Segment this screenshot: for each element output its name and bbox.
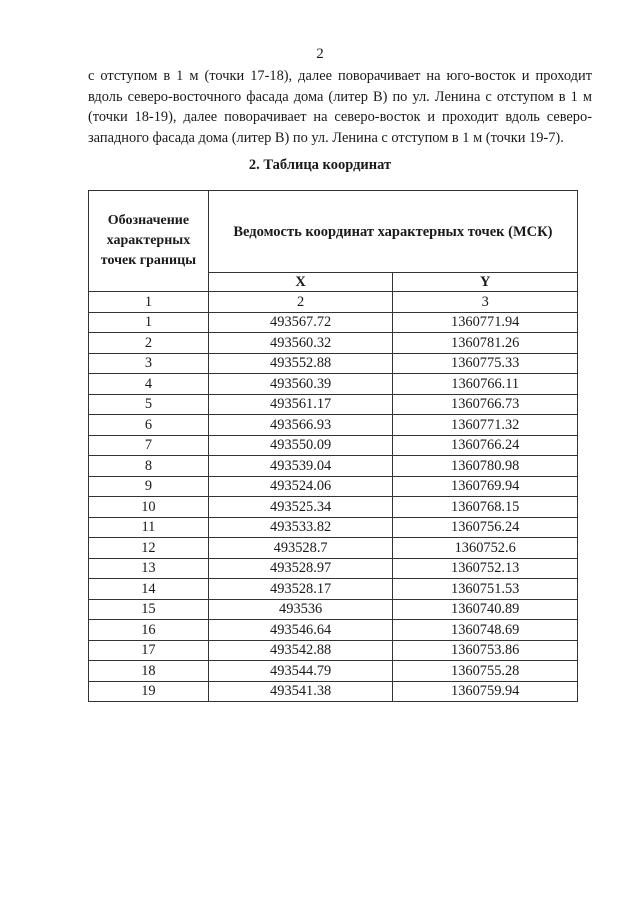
table-row <box>89 333 578 354</box>
x-coordinate-cell: 493566.93 <box>208 415 393 436</box>
table-row <box>89 497 578 518</box>
body-paragraph: с отступом в 1 м (точки 17-18), далее поворачивает на юго-восток и проходит вдоль северо-восточного фасада дома (литер В) по ул. Ленина с отступом в 1 м (точки 18-19), далее поворачивает на северо-восток и проходит вдоль северо-западного фасада дома (литер В) по ул. Ленина с отступом в 1 м (точки 19-7). <box>88 68 592 146</box>
point-number-cell: 4 <box>89 374 209 395</box>
x-coordinate-cell: 493560.32 <box>208 333 393 354</box>
point-number-cell: 8 <box>89 456 209 477</box>
y-coordinate-cell: 1360775.33 <box>393 353 578 374</box>
table-row <box>89 456 578 477</box>
x-coordinate-cell: 493546.64 <box>208 620 393 641</box>
y-coordinate-cell: 1360753.86 <box>393 640 578 661</box>
point-number-cell: 14 <box>89 579 209 600</box>
y-coordinate-cell: 1360759.94 <box>393 681 578 702</box>
column-number: 3 <box>393 292 578 313</box>
table-row <box>89 476 578 497</box>
y-coordinate-cell: 1360752.13 <box>393 558 578 579</box>
x-coordinate-cell: 493533.82 <box>208 517 393 538</box>
y-coordinate-cell: 1360768.15 <box>393 497 578 518</box>
page-number: 2 <box>316 46 324 62</box>
table-row <box>89 661 578 682</box>
point-number-cell: 13 <box>89 558 209 579</box>
coordinates-table <box>88 190 578 702</box>
point-designation-header: Обозначение характерных точек границы <box>89 191 209 292</box>
table-row <box>89 394 578 415</box>
y-coordinate-cell: 1360766.11 <box>393 374 578 395</box>
y-coordinate-cell: 1360756.24 <box>393 517 578 538</box>
y-coordinate-cell: 1360771.32 <box>393 415 578 436</box>
x-coordinate-cell: 493542.88 <box>208 640 393 661</box>
x-coordinate-cell: 493525.34 <box>208 497 393 518</box>
x-coordinate-cell: 493550.09 <box>208 435 393 456</box>
x-coordinate-cell: 493528.97 <box>208 558 393 579</box>
table-row <box>89 681 578 702</box>
y-coordinate-cell: 1360766.24 <box>393 435 578 456</box>
table-row <box>89 558 578 579</box>
table-row <box>89 353 578 374</box>
table-row <box>89 620 578 641</box>
table-row <box>89 538 578 559</box>
y-coordinate-cell: 1360755.28 <box>393 661 578 682</box>
point-number-cell: 1 <box>89 312 209 333</box>
table-row <box>89 435 578 456</box>
x-coordinate-cell: 493528.17 <box>208 579 393 600</box>
column-numbering-row <box>89 292 578 313</box>
x-coordinate-cell: 493560.39 <box>208 374 393 395</box>
y-coordinate-cell: 1360781.26 <box>393 333 578 354</box>
x-header: X <box>208 273 393 292</box>
table-row <box>89 517 578 538</box>
point-number-cell: 9 <box>89 476 209 497</box>
y-coordinate-cell: 1360769.94 <box>393 476 578 497</box>
column-number: 1 <box>89 292 209 313</box>
y-coordinate-cell: 1360751.53 <box>393 579 578 600</box>
coordinates-group-header: Ведомость координат характерных точек (МСК) <box>208 191 577 273</box>
point-number-cell: 12 <box>89 538 209 559</box>
section-heading: 2. Таблица координат <box>248 157 392 173</box>
table-row <box>89 312 578 333</box>
x-coordinate-cell: 493544.79 <box>208 661 393 682</box>
point-number-cell: 7 <box>89 435 209 456</box>
x-coordinate-cell: 493524.06 <box>208 476 393 497</box>
x-coordinate-cell: 493539.04 <box>208 456 393 477</box>
coordinates-table-body <box>89 312 578 702</box>
table-row <box>89 374 578 395</box>
point-number-cell: 17 <box>89 640 209 661</box>
table-row <box>89 599 578 620</box>
x-coordinate-cell: 493541.38 <box>208 681 393 702</box>
column-number: 2 <box>208 292 393 313</box>
y-coordinate-cell: 1360766.73 <box>393 394 578 415</box>
point-number-cell: 15 <box>89 599 209 620</box>
x-coordinate-cell: 493528.7 <box>208 538 393 559</box>
x-coordinate-cell: 493552.88 <box>208 353 393 374</box>
y-coordinate-cell: 1360771.94 <box>393 312 578 333</box>
point-number-cell: 16 <box>89 620 209 641</box>
x-coordinate-cell: 493567.72 <box>208 312 393 333</box>
point-number-cell: 3 <box>89 353 209 374</box>
point-number-cell: 2 <box>89 333 209 354</box>
y-coordinate-cell: 1360752.6 <box>393 538 578 559</box>
point-number-cell: 11 <box>89 517 209 538</box>
y-coordinate-cell: 1360780.98 <box>393 456 578 477</box>
table-row <box>89 640 578 661</box>
table-row <box>89 415 578 436</box>
x-coordinate-cell: 493536 <box>208 599 393 620</box>
y-header: Y <box>393 273 578 292</box>
y-coordinate-cell: 1360748.69 <box>393 620 578 641</box>
point-number-cell: 18 <box>89 661 209 682</box>
point-number-cell: 5 <box>89 394 209 415</box>
point-number-cell: 19 <box>89 681 209 702</box>
x-coordinate-cell: 493561.17 <box>208 394 393 415</box>
point-number-cell: 6 <box>89 415 209 436</box>
point-number-cell: 10 <box>89 497 209 518</box>
y-coordinate-cell: 1360740.89 <box>393 599 578 620</box>
table-row <box>89 579 578 600</box>
